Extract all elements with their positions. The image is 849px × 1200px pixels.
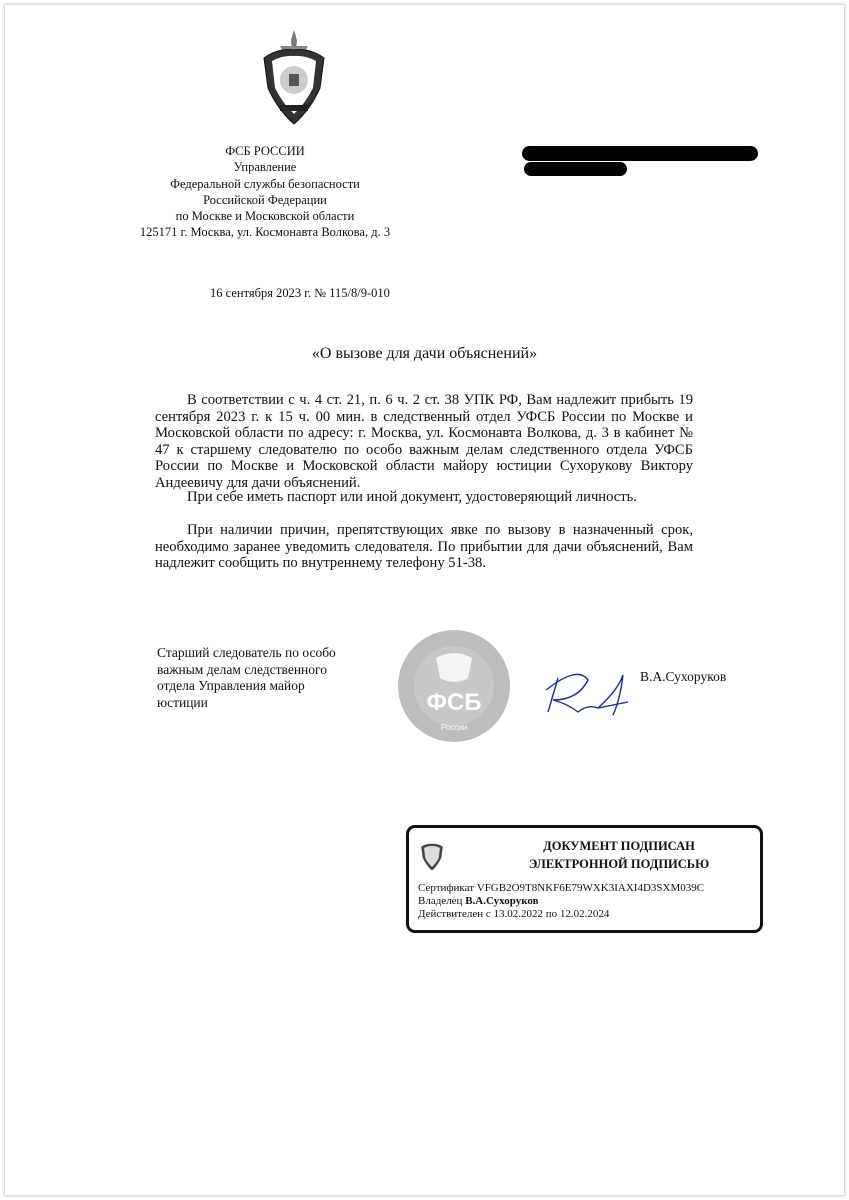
redacted-recipient (524, 162, 627, 176)
body-paragraph: При наличии причин, препятствующих явке по вызову в назначенный срок, необходимо заранее уведомить следователя. По прибытии для дачи объяснений, Вам надлежит сообщить по внутреннему телефону 51-38. (155, 522, 693, 571)
certificate-line: Сертификат VFGB2O9T8NKF6E79WXK3IAXI4D3SXM039C (418, 882, 705, 894)
org-line: Федеральной службы безопасности (170, 176, 360, 191)
organization-header (139, 143, 391, 241)
org-address: 125171 г. Москва, ул. Космонавта Волкова, д. 3 (139, 225, 391, 240)
electronic-signature-stamp (406, 825, 763, 933)
fsb-emblem-icon (419, 836, 445, 872)
stamp-title: ДОКУМЕНТ ПОДПИСАН ЭЛЕКТРОННОЙ ПОДПИСЬЮ (528, 839, 710, 871)
body-paragraph: При себе иметь паспорт или иной документ, удостоверяющий личность. (187, 489, 637, 505)
body-paragraph: В соответствии с ч. 4 ст. 21, п. 6 ч. 2 ст. 38 УПК РФ, Вам надлежит прибыть 19 сентября 2023 г. к 15 ч. 00 мин. в следственный отдел УФСБ России по Москве и Московской области по адресу: г. Москва, ул. Космонавта Волкова, д. 3 в кабинет № 47 к старшему следователю по особо важным делам следственного отдела УФСБ России по Москве и Московской области майору юстиции Сухорукову Виктору Андеевичу для дачи объяснений. (155, 392, 693, 491)
document-page (4, 4, 845, 1196)
date-number: 16 сентября 2023 г. № 115/8/9-010 (210, 286, 390, 300)
redacted-recipient (522, 146, 758, 161)
fsb-seal-icon (396, 628, 512, 744)
org-line: ФСБ РОССИИ (225, 144, 305, 158)
document-title: «О вызове для дачи объяснений» (311, 345, 538, 362)
org-line: Российской Федерации (203, 192, 327, 207)
seal-sub: России (440, 723, 468, 732)
signer-position: Старший следователь по особо важным делам следственного отдела Управления майор юстиции (157, 645, 336, 710)
org-line: Управление (233, 160, 297, 175)
signer-name: В.А.Сухоруков (640, 669, 727, 684)
fsb-emblem-icon (258, 28, 330, 128)
validity-line: Действителен с 13.02.2022 по 12.02.2024 (418, 908, 610, 920)
org-line: по Москве и Московской области (175, 209, 355, 224)
owner-line: Владелец В.А.Сухоруков (418, 895, 539, 907)
seal-abbr: ФСБ (426, 689, 482, 716)
handwritten-signature-icon (528, 660, 648, 720)
